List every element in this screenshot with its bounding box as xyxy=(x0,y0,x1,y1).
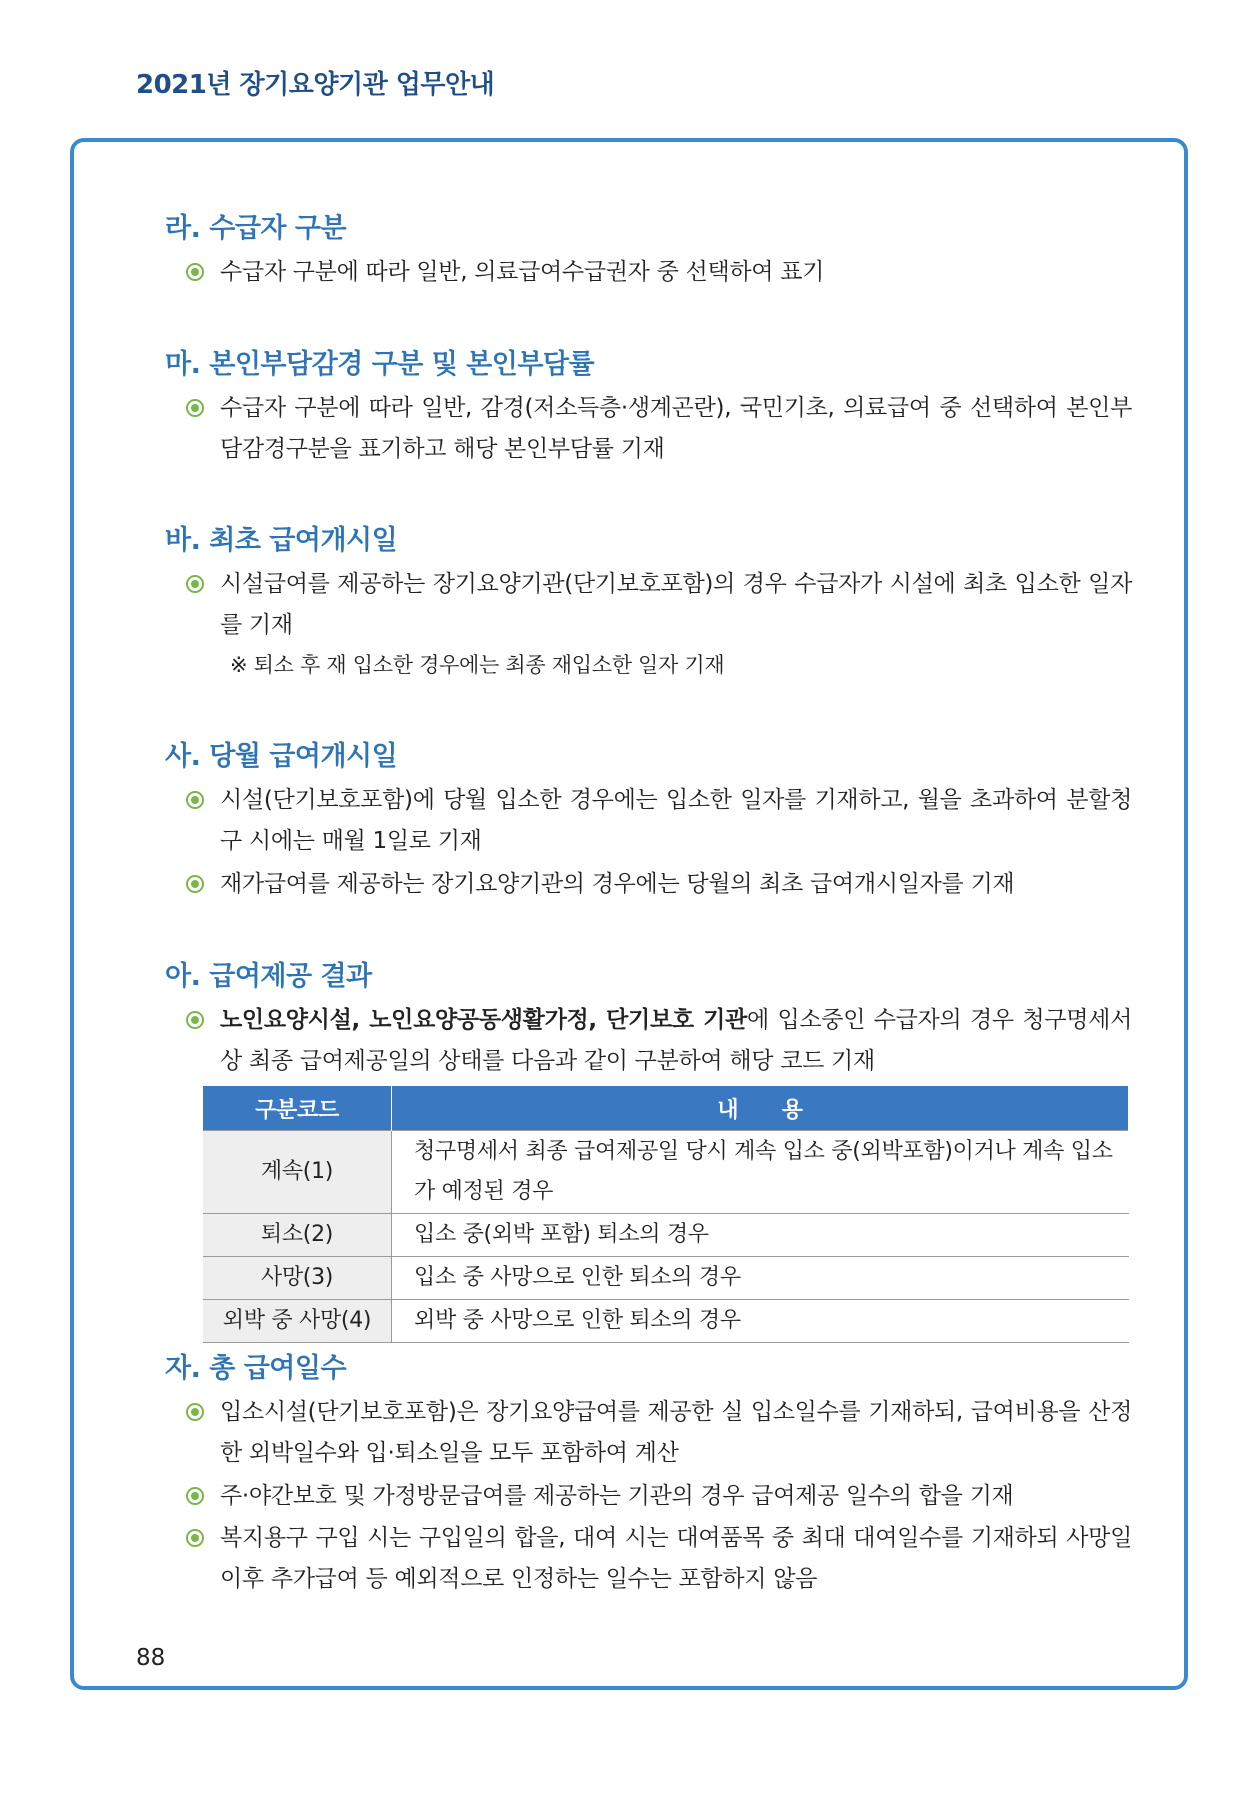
list-item: 시설급여를 제공하는 장기요양기관(단기보호포함)의 경우 수급자가 시설에 최초 입소한 일자를 기재 xyxy=(186,564,1132,646)
list-item: 입소시설(단기보호포함)은 장기요양급여를 제공한 실 입소일수를 기재하되, 급여비용을 산정한 외박일수와 입·퇴소일을 모두 포함하여 계산 xyxy=(186,1392,1132,1474)
list-item: 복지용구 구입 시는 구입일의 합을, 대여 시는 대여품목 중 최대 대여일수를 기재하되 사망일 이후 추가급여 등 예외적으로 인정하는 일수는 포함하지 않음 xyxy=(186,1518,1132,1600)
table-cell-code: 사망(3) xyxy=(203,1257,392,1300)
table-row xyxy=(203,1131,1129,1214)
section-title-first-benefit-date: 바. 최초 급여개시일 xyxy=(165,525,398,556)
table-cell-code: 외박 중 사망(4) xyxy=(203,1300,392,1343)
list-item: 주·야간보호 및 가정방문급여를 제공하는 기관의 경우 급여제공 일수의 합을 기재 xyxy=(186,1476,1132,1517)
column-header-code: 구분코드 xyxy=(203,1086,392,1131)
table-cell-desc: 입소 중 사망으로 인한 퇴소의 경우 xyxy=(392,1257,1129,1300)
section-title-recipient-type: 라. 수급자 구분 xyxy=(165,213,347,244)
page-header-title: 2021년 장기요양기관 업무안내 xyxy=(136,70,495,100)
section-title-total-benefit-days: 자. 총 급여일수 xyxy=(165,1353,347,1384)
table-cell-desc: 외박 중 사망으로 인한 퇴소의 경우 xyxy=(392,1300,1129,1343)
bullet-icon xyxy=(186,263,204,281)
bullet-icon xyxy=(186,575,204,593)
list-item: 재가급여를 제공하는 장기요양기관의 경우에는 당월의 최초 급여개시일자를 기재 xyxy=(186,864,1132,905)
table-cell-desc: 입소 중(외박 포함) 퇴소의 경우 xyxy=(392,1214,1129,1257)
section-title-copay-reduction: 마. 본인부담감경 구분 및 본인부담률 xyxy=(165,349,595,380)
table-cell-code: 퇴소(2) xyxy=(203,1214,392,1257)
result-code-table xyxy=(203,1086,1129,1343)
list-item: 노인요양시설, 노인요양공동생활가정, 단기보호 기관에 입소중인 수급자의 경우 청구명세서 상 최종 급여제공일의 상태를 다음과 같이 구분하여 해당 코드 기재 xyxy=(186,1000,1132,1082)
bullet-icon xyxy=(186,1529,204,1547)
bullet-icon xyxy=(186,1403,204,1421)
bullet-icon xyxy=(186,399,204,417)
table-row xyxy=(203,1214,1129,1257)
bold-facility-types: 노인요양시설, 노인요양공동생활가정, 단기보호 기관 xyxy=(220,1007,747,1033)
section-title-monthly-benefit-date: 사. 당월 급여개시일 xyxy=(165,741,398,772)
page-number: 88 xyxy=(136,1645,166,1671)
bullet-icon xyxy=(186,875,204,893)
table-row xyxy=(203,1257,1129,1300)
table-cell-code: 계속(1) xyxy=(203,1131,392,1214)
bullet-icon xyxy=(186,1011,204,1029)
column-header-content: 내 용 xyxy=(392,1086,1129,1131)
table-header-row xyxy=(203,1086,1129,1131)
bullet-icon xyxy=(186,791,204,809)
table-cell-desc: 청구명세서 최종 급여제공일 당시 계속 입소 중(외박포함)이거나 계속 입소가 예정된 경우 xyxy=(392,1131,1129,1214)
note-text: ※ 퇴소 후 재 입소한 경우에는 최종 재입소한 일자 기재 xyxy=(230,653,725,677)
list-item: 수급자 구분에 따라 일반, 감경(저소득층·생계곤란), 국민기초, 의료급여 중 선택하여 본인부담감경구분을 표기하고 해당 본인부담률 기재 xyxy=(186,388,1132,470)
list-item: 시설(단기보호포함)에 당월 입소한 경우에는 입소한 일자를 기재하고, 월을 초과하여 분할청구 시에는 매월 1일로 기재 xyxy=(186,780,1132,862)
list-item: 수급자 구분에 따라 일반, 의료급여수급권자 중 선택하여 표기 xyxy=(186,252,1132,293)
section-title-benefit-result: 아. 급여제공 결과 xyxy=(165,961,372,992)
bullet-icon xyxy=(186,1487,204,1505)
table-row xyxy=(203,1300,1129,1343)
